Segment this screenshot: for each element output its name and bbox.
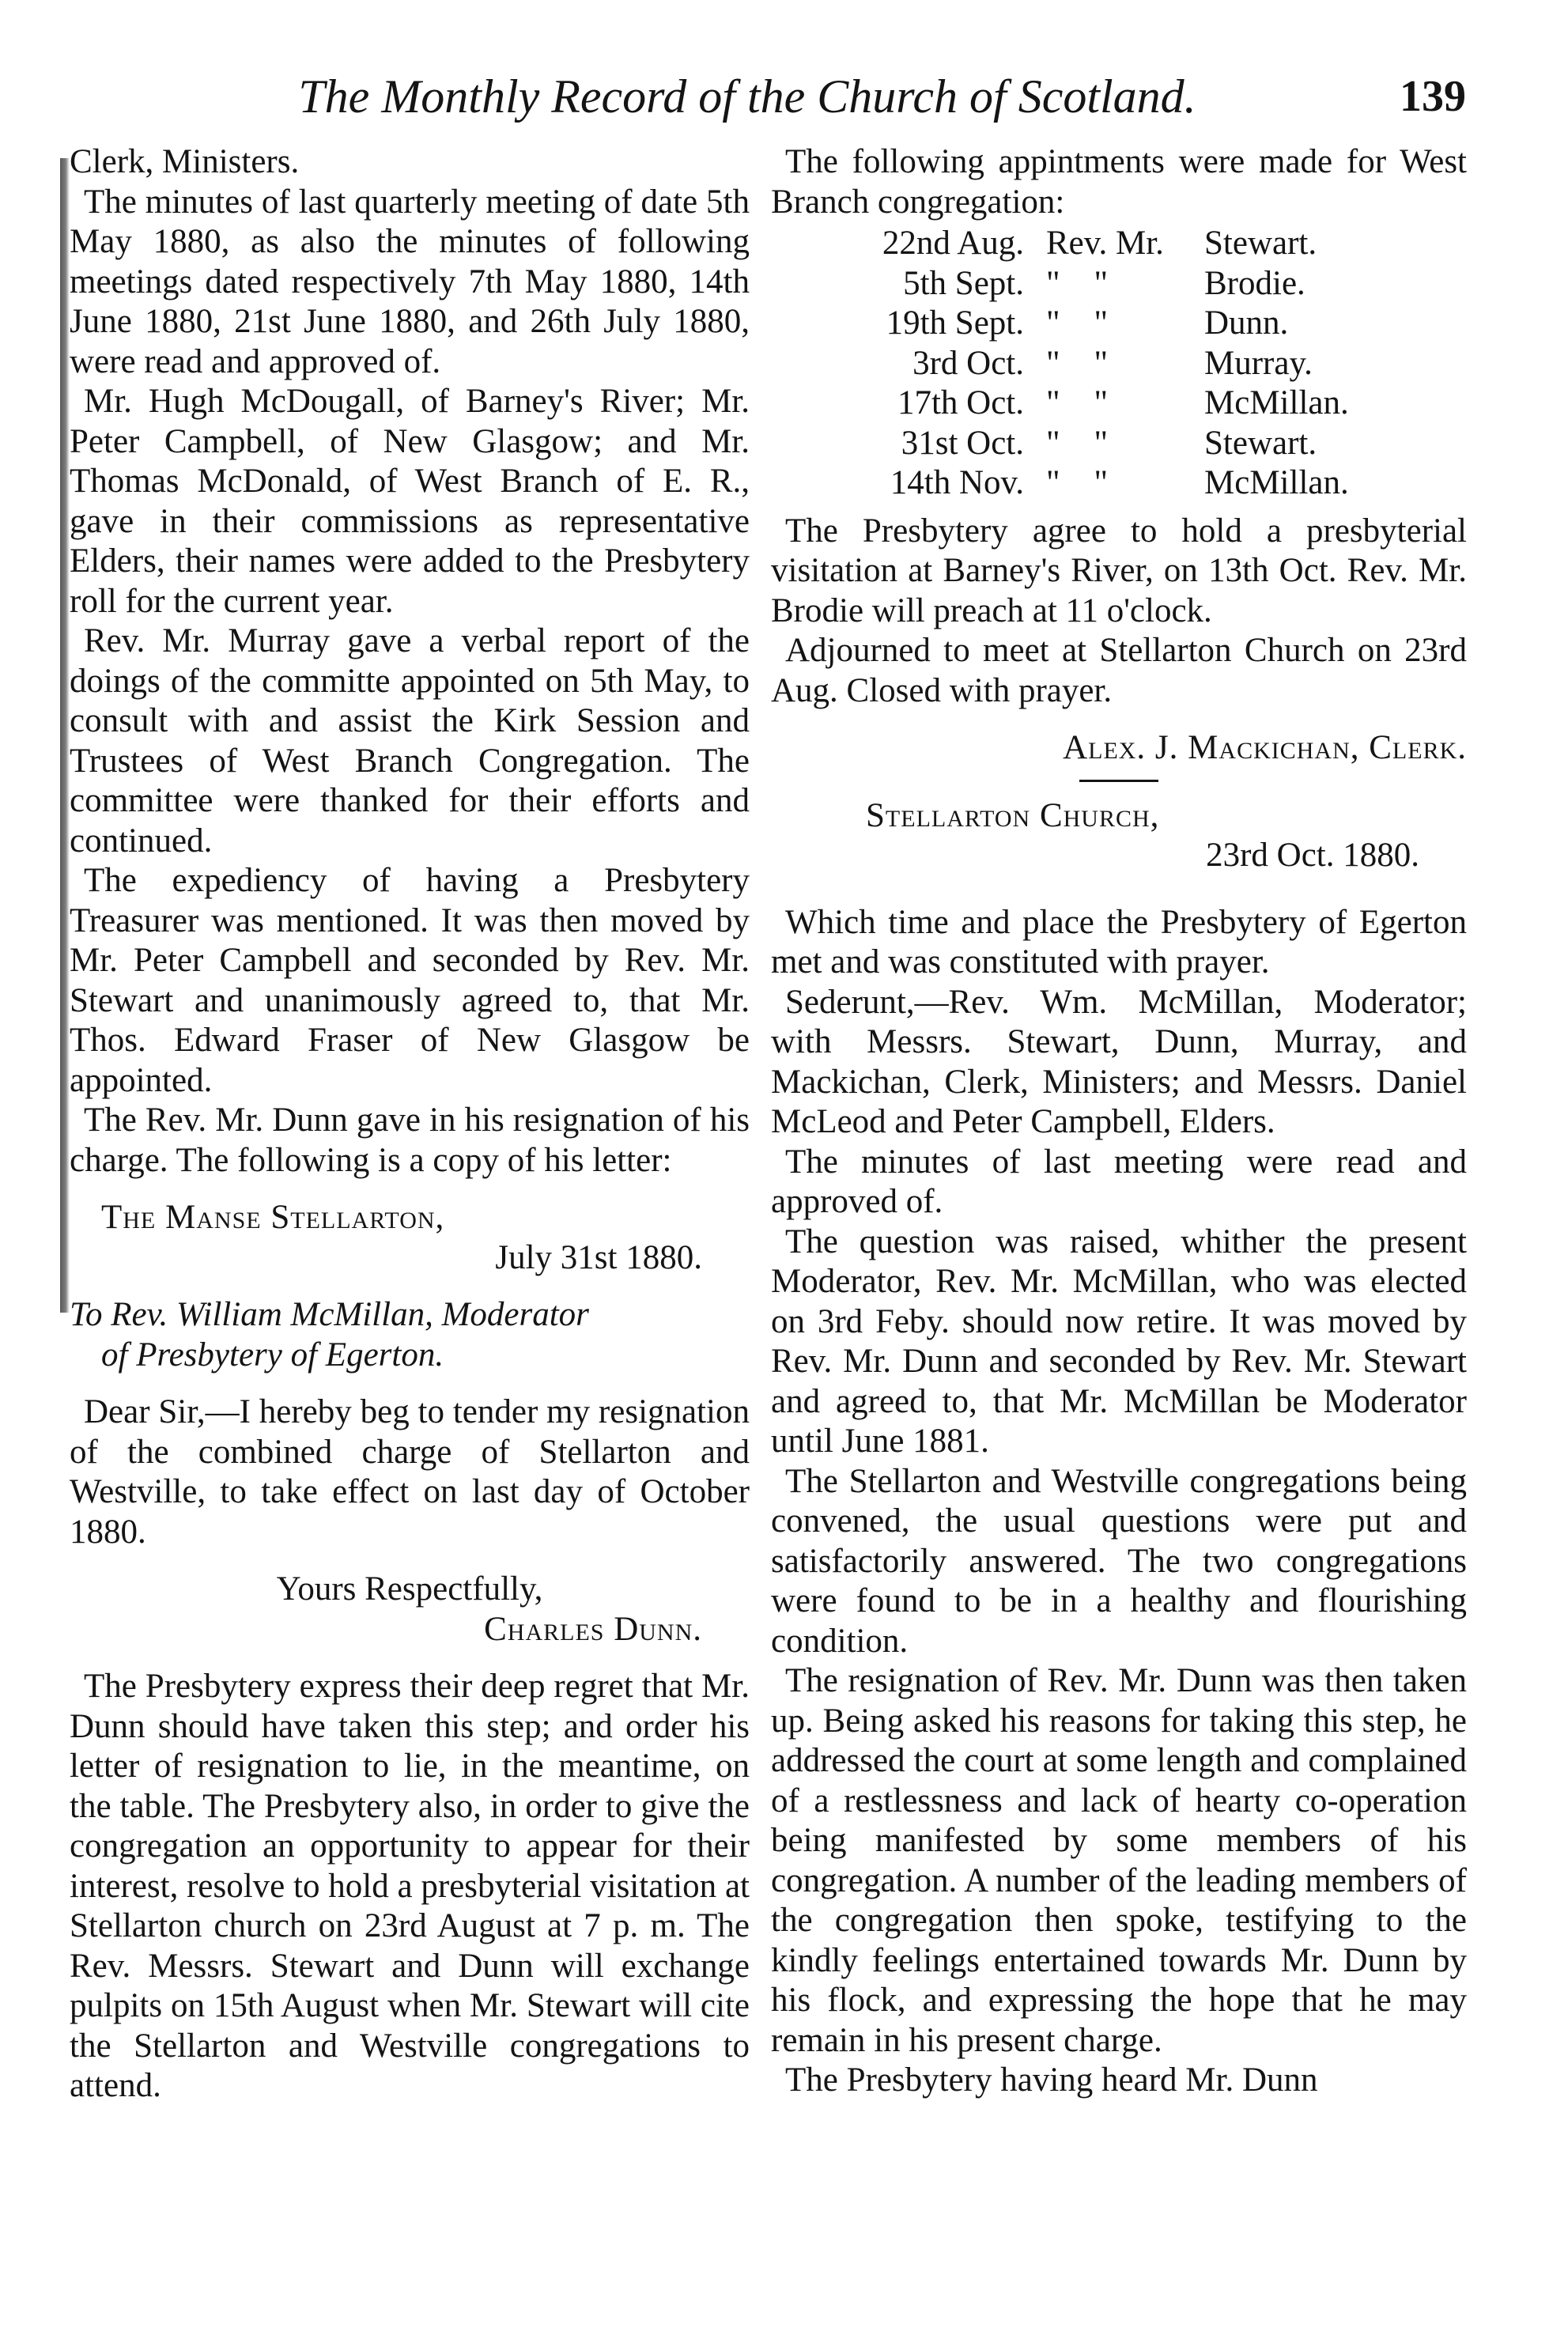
schedule-date: 22nd Aug. xyxy=(882,225,1024,262)
schedule-date: 19th Sept. xyxy=(886,304,1024,342)
paragraph: The following appintments were made for West Branch congregation: xyxy=(771,143,1467,221)
paragraph: Sederunt,—Rev. Wm. McMillan, Moderator; with Messrs. Stewart, Dunn, Murray, and Mackichan, Clerk, Ministers; and Messrs. Daniel McLeod and Peter Campbell, Elders. xyxy=(771,983,1467,1140)
letter-address-continued: of Presbytery of Egerton. xyxy=(101,1336,444,1374)
schedule-minister: McMillan. xyxy=(1204,384,1349,421)
schedule-row xyxy=(826,304,1467,344)
clerk-signature: Alex. J. Mackichan, Clerk. xyxy=(1063,729,1467,766)
schedule-row xyxy=(826,344,1467,384)
schedule-row xyxy=(826,424,1467,464)
appointments-schedule xyxy=(826,224,1467,504)
paragraph: The Presbytery agree to hold a presbyterial visitation at Barney's River, on 13th Oct. Rev. Mr. Brodie will preach at 11 o'clock. xyxy=(771,512,1467,629)
section-divider xyxy=(1079,780,1158,782)
meeting-date: 23rd Oct. 1880. xyxy=(1206,837,1419,874)
right-column xyxy=(771,142,1467,2101)
letter-place: The Manse Stellarton, xyxy=(101,1199,445,1236)
page-number: 139 xyxy=(1400,72,1466,121)
schedule-row xyxy=(826,224,1467,264)
schedule-row xyxy=(826,463,1467,504)
schedule-date: 5th Sept. xyxy=(903,264,1024,302)
schedule-minister: Murray. xyxy=(1204,344,1313,382)
letter-signature: Charles Dunn. xyxy=(484,1610,702,1648)
schedule-row xyxy=(826,384,1467,424)
paragraph: Adjourned to meet at Stellarton Church on 23rd Aug. Closed with prayer. xyxy=(771,632,1467,709)
page-header xyxy=(0,65,1568,128)
schedule-ditto: " " xyxy=(1046,464,1109,501)
paragraph: The resignation of Rev. Mr. Dunn was then taken up. Being asked his reasons for taking this step, he addressed the court at some length and complained of a restlessness and lack of hearty co-operation being manifested by some members of his congregation. A number of the leading members of the congregation then spoke, testifying to the kindly feelings entertained towards Mr. Dunn by his flock, and expressing the hope that he may remain in his present charge. xyxy=(771,1662,1467,2059)
schedule-ditto: " " xyxy=(1046,424,1109,462)
running-title: The Monthly Record of the Church of Scotland. xyxy=(298,70,1196,123)
paragraph: The Rev. Mr. Dunn gave in his resignation of his charge. The following is a copy of his letter: xyxy=(70,1101,750,1179)
letter xyxy=(70,1198,750,1649)
schedule-minister: Stewart. xyxy=(1204,225,1317,262)
schedule-minister: Dunn. xyxy=(1204,304,1289,342)
schedule-date: 31st Oct. xyxy=(901,424,1024,462)
paragraph: The minutes of last quarterly meeting of date 5th May 1880, as also the minutes of following meetings dated respectively 7th May 1880, 14th June 1880, 21st June 1880, and 26th July 1880, were read and approved of. xyxy=(70,183,750,380)
letter-closing: Yours Respectfully, xyxy=(276,1570,543,1608)
letter-address: To Rev. William McMillan, Moderator xyxy=(70,1296,589,1333)
schedule-ditto: " " xyxy=(1046,384,1109,421)
paragraph: The Presbytery express their deep regret that Mr. Dunn should have taken this step; and order his letter of resignation to lie, in the meantime, on the table. The Presbytery also, in order to give the congregation an opportunity to appear for their interest, resolve to hold a presbyterial visitation at Stellarton church on 23rd August at 7 p. m. The Rev. Messrs. Stewart and Dunn will exchange pulpits on 15th August when Mr. Stewart will cite the Stellarton and Westville congregations to attend. xyxy=(70,1668,750,2104)
paragraph: The expediency of having a Presbytery Treasurer was mentioned. It was then moved by Mr. Peter Campbell and seconded by Rev. Mr. Stewart and unanimously agreed to, that Mr. Thos. Edward Fraser of New Glasgow be appointed. xyxy=(70,862,750,1099)
schedule-date: 3rd Oct. xyxy=(912,344,1024,382)
meeting-place: Stellarton Church, xyxy=(866,796,1160,834)
schedule-date: 17th Oct. xyxy=(897,384,1024,421)
paragraph: The question was raised, whither the present Moderator, Rev. Mr. McMillan, who was elected on 3rd Feby. should now retire. It was moved by Rev. Mr. Dunn and seconded by Rev. Mr. Stewart and agreed to, that Mr. McMillan be Moderator until June 1881. xyxy=(771,1222,1467,1460)
schedule-ditto: " " xyxy=(1046,304,1109,342)
schedule-row xyxy=(826,264,1467,304)
paragraph: The Presbytery having heard Mr. Dunn xyxy=(785,2061,1318,2099)
letter-date: July 31st 1880. xyxy=(495,1238,702,1276)
paragraph: Rev. Mr. Murray gave a verbal report of the doings of the committe appointed on 5th May, to consult with and assist the Kirk Session and Trustees of West Branch Congregation. The committee were thanked for their efforts and continued. xyxy=(70,622,750,860)
schedule-minister: Brodie. xyxy=(1204,264,1305,302)
paragraph: Which time and place the Presbytery of Egerton met and was constituted with prayer. xyxy=(771,903,1467,981)
schedule-ditto: " " xyxy=(1046,344,1109,382)
schedule-date: 14th Nov. xyxy=(890,464,1024,501)
letter-body: Dear Sir,—I hereby beg to tender my resignation of the combined charge of Stellarton and Westville, to take effect on last day of October 1880. xyxy=(70,1393,750,1551)
paragraph: The Stellarton and Westville congregations being convened, the usual questions were put and satisfactorily answered. The two congregations were found to be in a healthy and flourishing condition. xyxy=(771,1462,1467,1660)
paragraph: Mr. Hugh McDougall, of Barney's River; Mr. Peter Campbell, of New Glasgow; and Mr. Thomas McDonald, of West Branch of E. R., gave in their commissions as representative Elders, their names were added to the Presbytery roll for the current year. xyxy=(70,383,750,620)
paragraph: The minutes of last meeting were read and approved of. xyxy=(771,1143,1467,1220)
schedule-minister: McMillan. xyxy=(1204,464,1349,501)
left-column xyxy=(70,142,750,2107)
schedule-ditto: " " xyxy=(1046,264,1109,302)
schedule-minister: Stewart. xyxy=(1204,424,1317,462)
paragraph: Clerk, Ministers. xyxy=(70,143,300,180)
binding-edge-shadow xyxy=(60,158,70,1313)
schedule-title: Rev. Mr. xyxy=(1046,225,1164,262)
